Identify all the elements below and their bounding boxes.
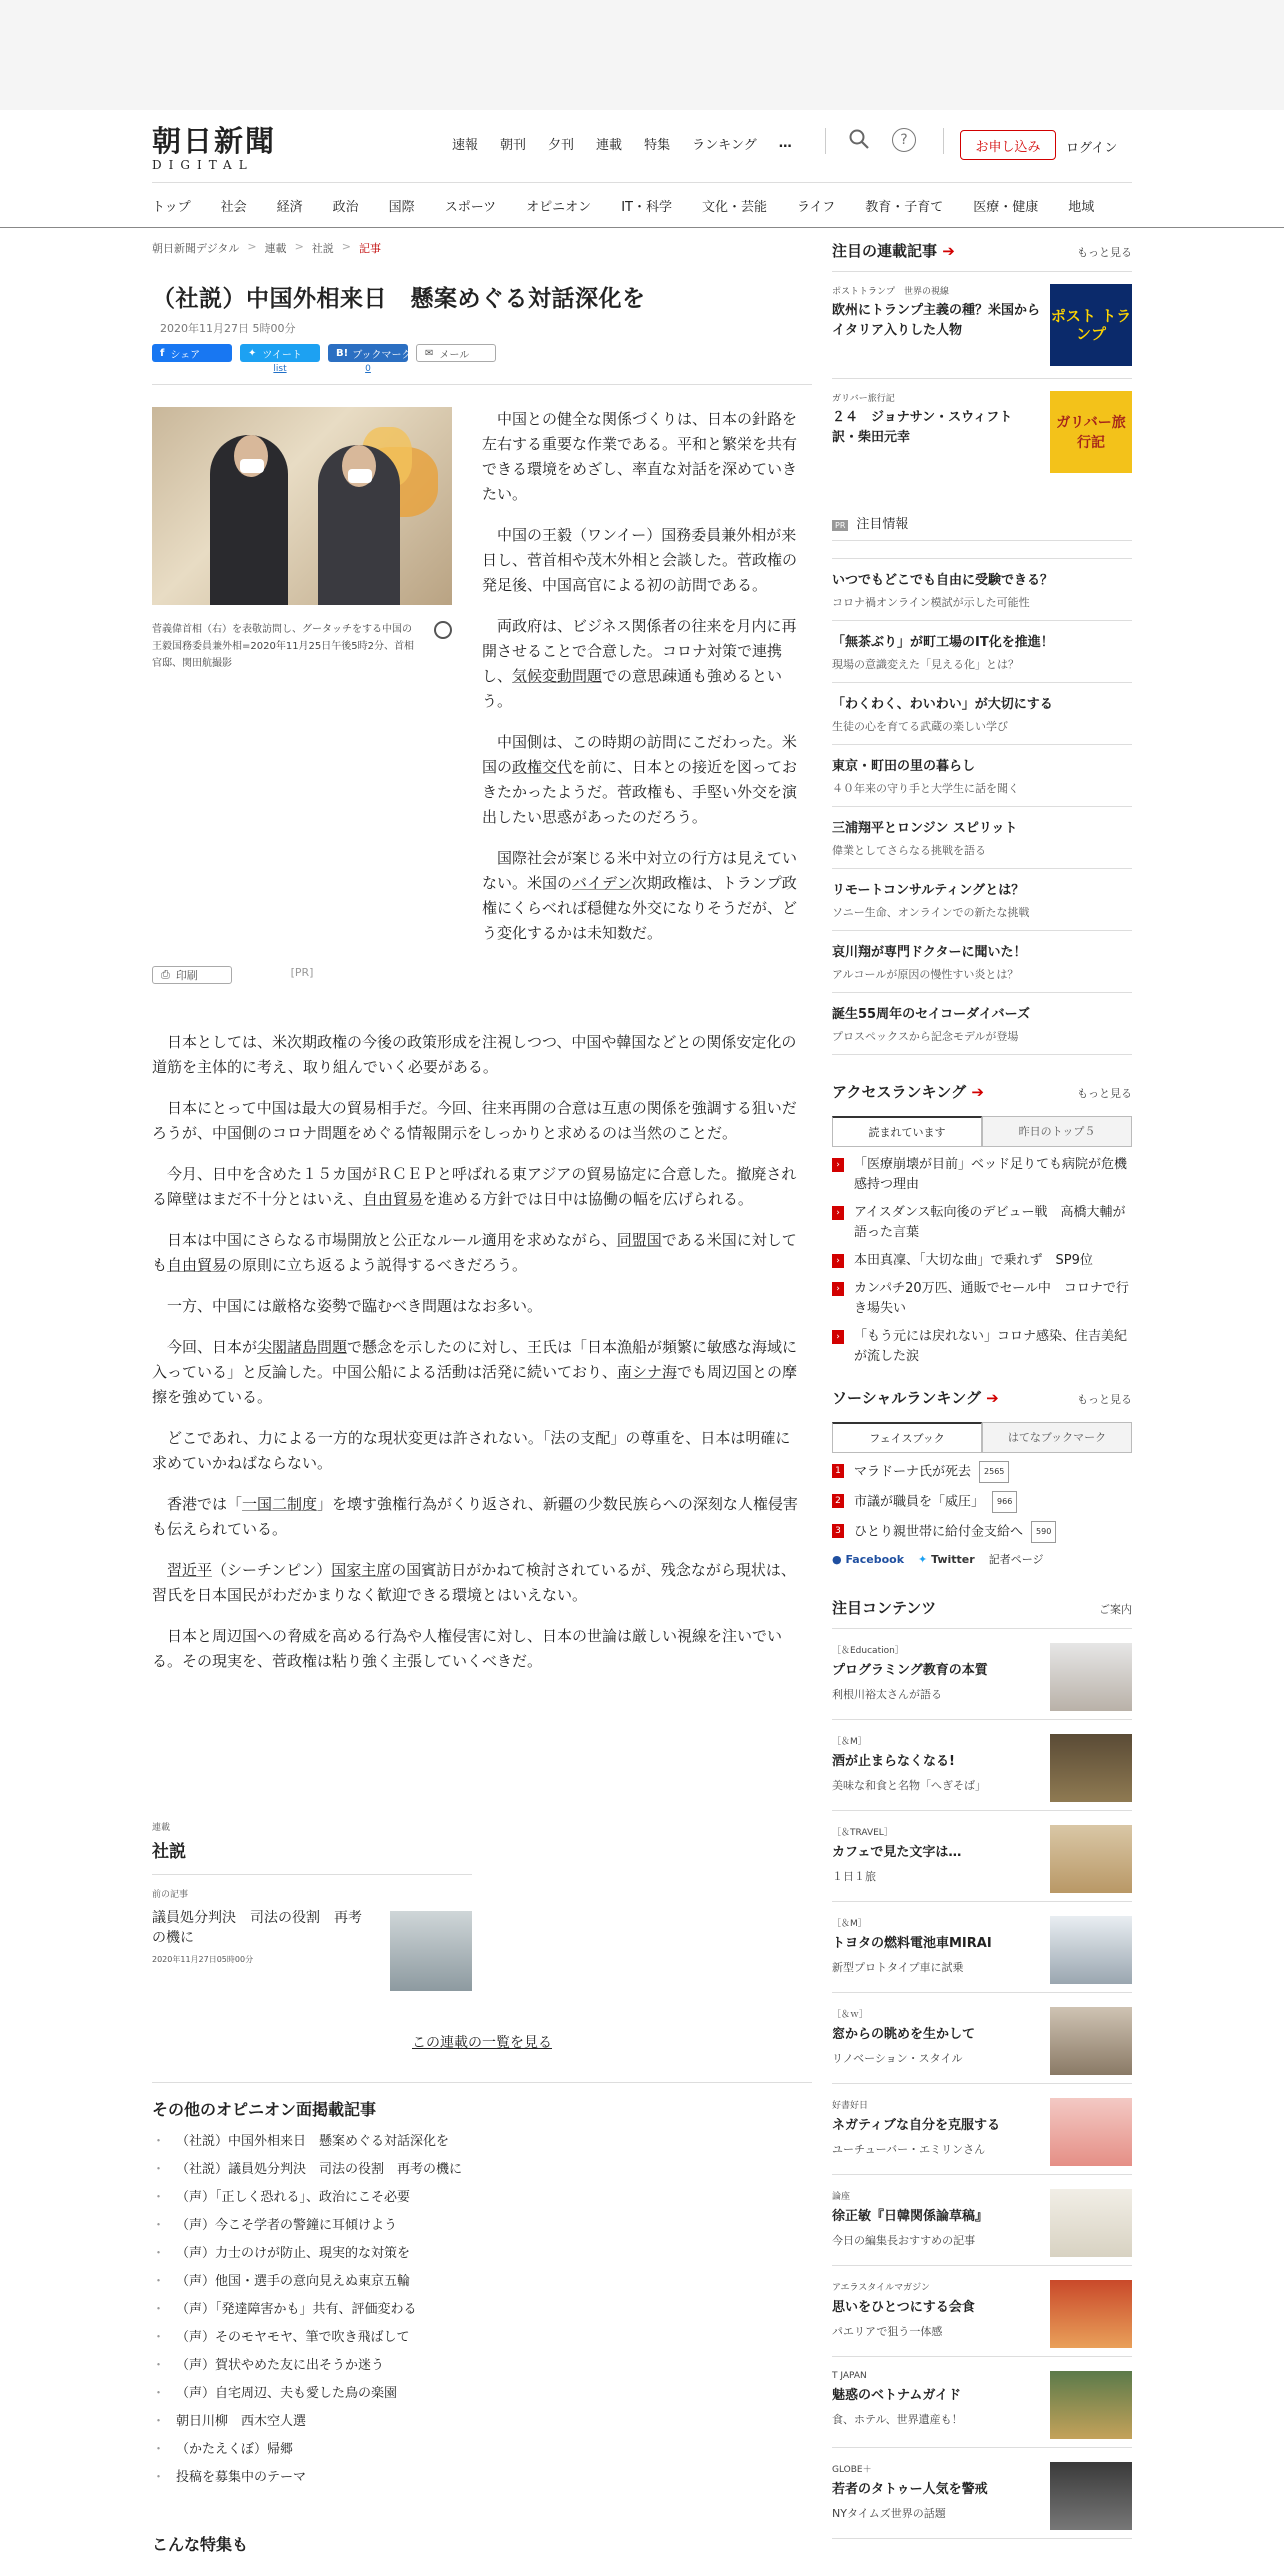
rank-marker-icon: ›: [832, 1158, 844, 1172]
topic-link[interactable]: 南シナ海: [617, 1363, 678, 1381]
social-ranking-item[interactable]: 3 ひとり親世帯に給付金支給へ 590: [832, 1521, 1132, 1543]
topic-link[interactable]: 一国二制度: [242, 1495, 318, 1513]
pr-item[interactable]: 誕生55周年のセイコーダイバーズ プロスペックスから記念モデルが登場: [832, 993, 1132, 1055]
social-ranking-title: ソーシャルランキング ➔: [832, 1389, 999, 1407]
pr-item[interactable]: 三浦翔平とロンジン スピリット 偉業としてさらなる挑戦を語る: [832, 807, 1132, 869]
ranking-item[interactable]: › 「もう元には戻れない」コロナ感染、住吉美紀が流した涙: [832, 1327, 1132, 1367]
content-thumbnail[interactable]: [1050, 1825, 1132, 1893]
site-header: [0, 110, 1284, 228]
content-item[interactable]: GLOBE＋ 若者のタトゥー人気を警戒 NYタイムズ世界の話題: [832, 2448, 1132, 2539]
prev-thumbnail[interactable]: [390, 1911, 472, 1991]
rank-marker-icon: ›: [832, 1254, 844, 1268]
ranking-item[interactable]: › カンパチ20万匹、通販でセール中 コロナで行き場失い: [832, 1279, 1132, 1319]
content-item[interactable]: ［＆TRAVEL］ カフェで見た文字は… １日１旅: [832, 1811, 1132, 1902]
series-section: [152, 1820, 812, 2555]
crumb-current: 記事: [359, 242, 381, 255]
paragraph: 今月、日中を含めた１５カ国がＲＣＥＰと呼ばれる東アジアの貿易協定に合意した。撤廃される障壁はまだ不十分とはいえ、自由貿易を進める方針では日中は協働の幅を広げられる。: [152, 1165, 797, 1208]
paragraph: 一方、中国には厳格な姿勢で臨むべき問題はなお多い。: [167, 1297, 543, 1315]
paragraph: 日本としては、米次期政権の今後の政策形成を注視しつつ、中国や韓国などとの関係安定化の道筋を主体的に考え、取り組んでいく必要がある。: [152, 1033, 797, 1076]
featured-thumbnail[interactable]: ポスト トランプ: [1050, 284, 1132, 366]
special-section-title: こんな特集も: [152, 2535, 249, 2554]
print-icon: ⎙: [161, 968, 170, 981]
mail-icon: ✉: [425, 347, 434, 359]
content-item[interactable]: ［＆M］ トヨタの燃料電池車MIRAI 新型プロトタイプ車に試乗: [832, 1902, 1132, 1993]
rank-marker-icon: ›: [832, 1282, 844, 1296]
social-ranking-item[interactable]: 2 市議が職員を「威圧」 966: [832, 1491, 1132, 1513]
paragraph: 日本と周辺国への脅威を高める行為や人権侵害に対し、日本の世論は厳しい視線を注いでいる。その現実を、菅政権は粘り強く主張していくべきだ。: [152, 1627, 783, 1670]
nav-sokuho[interactable]: 速報: [452, 138, 479, 153]
content-item[interactable]: 論座 徐正敏『日韓関係論草稿』 今日の編集長おすすめの記事: [832, 2175, 1132, 2266]
article-main: [152, 240, 812, 2554]
nav-yukan[interactable]: 夕刊: [548, 138, 575, 153]
pr-item[interactable]: 「無茶ぶり」が町工場のIT化を推進！ 現場の意識変えた「見える化」とは？: [832, 621, 1132, 683]
photo-caption: 菅義偉首相（右）を表敬訪問し、グータッチをする中国の王毅国務委員兼外相=2020年11月25日午後5時2分、首相官邸、関田航撮影: [152, 624, 415, 669]
paragraph: 国際社会が案じる米中対立の行方は見えていない。米国のバイデン次期政権は、トランプ政権にくらべれば穏健な外交になりそうだが、どう変化するかは未知数だ。: [482, 849, 798, 942]
featured-thumbnail[interactable]: ガリバー旅行記: [1050, 391, 1132, 473]
twitter-share-button[interactable]: ✦ ツイート: [240, 344, 320, 362]
paragraph: 日本にとって中国は最大の貿易相手だ。今回、往来再開の合意は互恵の関係を強調する狙いだろうが、中国側のコロナ問題をめぐる情報開示をしっかりと求めるのは当然のことだ。: [152, 1099, 797, 1142]
sidebar: [832, 240, 1132, 2539]
facebook-icon: f: [160, 347, 165, 359]
pr-section-header: PR 注目情報: [832, 513, 1132, 541]
cat-international[interactable]: 国際: [388, 200, 415, 215]
topic-link[interactable]: バイデン: [572, 874, 632, 892]
hatena-icon: B!: [336, 347, 349, 359]
cat-economy[interactable]: 経済: [276, 200, 303, 215]
twitter-count[interactable]: list: [273, 364, 287, 374]
cat-life[interactable]: ライフ: [796, 200, 836, 215]
pr-item[interactable]: 哀川翔が専門ドクターに聞いた！ アルコールが原因の慢性すい炎とは？: [832, 931, 1132, 993]
facebook-link[interactable]: ● Facebook: [832, 1552, 905, 1566]
top-ad-band: [0, 0, 1284, 110]
article-photo[interactable]: [152, 407, 452, 605]
social-more-link[interactable]: もっと見る: [1077, 1393, 1132, 1406]
pr-label: [PR]: [290, 966, 314, 979]
login-link[interactable]: ログイン: [1066, 141, 1118, 156]
breadcrumb: 朝日新聞デジタル > 連載 > 社説 > 記事: [152, 240, 381, 255]
featured-contents-title: 注目コンテンツ: [832, 1599, 937, 1617]
help-icon[interactable]: ?: [892, 128, 916, 152]
tab-facebook[interactable]: フェイスブック: [832, 1422, 982, 1452]
facebook-share-button[interactable]: f シェア: [152, 344, 232, 362]
article-date: 2020年11月27日 5時00分: [160, 322, 296, 335]
paragraph: どこであれ、力による一方的な現状変更は許されない。「法の支配」の尊重を、日本は明確に求めていかねばならない。: [152, 1429, 791, 1472]
crumb-home[interactable]: 朝日新聞デジタル: [152, 242, 240, 255]
category-nav: [152, 196, 1094, 215]
content-thumbnail[interactable]: [1050, 2371, 1132, 2439]
list-item[interactable]: ・ （声）「正しく恐れる」、政治にこそ必要: [152, 2184, 812, 2212]
list-item[interactable]: ・ （社説）中国外相来日 懸案めぐる対話深化を: [152, 2128, 812, 2156]
pr-item[interactable]: リモートコンサルティングとは？ ソニー生命、オンラインでの新たな挑戦: [832, 869, 1132, 931]
share-count: 2565: [979, 1461, 1009, 1483]
content-thumbnail[interactable]: [1050, 1916, 1132, 1984]
pr-badge: PR: [832, 520, 848, 531]
content-item[interactable]: T JAPAN 魅惑のベトナムガイド 食、ホテル、世界遺産も！: [832, 2357, 1132, 2448]
content-item[interactable]: ［＆Education］ プログラミング教育の本質 利根川裕太さんが語る: [832, 1629, 1132, 1720]
article-body-top: [482, 407, 802, 962]
social-links: [832, 1551, 1132, 1567]
cat-top[interactable]: トップ: [152, 200, 191, 215]
list-item[interactable]: ・ （声）そのモヤモヤ、筆で吹き飛ばして: [152, 2324, 812, 2352]
twitter-icon: ✦: [248, 347, 257, 359]
paragraph: 今回、日本が尖閣諸島問題で懸念を示したのに対し、王氏は「日本漁船が頻繁に敏感な海域に入っている」と反論した。中国公船による活動は活発に続いており、南シナ海でも周辺国との摩擦を強めている。: [152, 1338, 798, 1406]
topic-link[interactable]: 政権交代: [512, 758, 573, 776]
article-figure: [152, 407, 452, 672]
list-item[interactable]: ・ （かたえくぼ）帰郷: [152, 2436, 812, 2464]
facebook-icon: ●: [832, 1552, 846, 1566]
other-opinion-title: その他のオピニオン面掲載記事: [152, 2100, 377, 2119]
crumb-editorial[interactable]: 社説: [311, 242, 334, 255]
nav-ranking[interactable]: ランキング: [692, 138, 757, 153]
social-ranking-item[interactable]: 1 マラドーナ氏が死去 2565: [832, 1461, 1132, 1483]
nav-choukan[interactable]: 朝刊: [500, 138, 527, 153]
series-label: 連載: [152, 1823, 171, 1833]
rank-marker-icon: ›: [832, 1330, 844, 1344]
featured-item[interactable]: ガリバー旅行記 ２４ ジョナサン・スウィフト 訳・柴田元幸 ガリバー旅行記: [832, 379, 1132, 485]
paragraph: 日本は中国にさらなる市場開放と公正なルール適用を求めながら、同盟国である米国に対しても自由貿易の原則に立ち返るよう説得するべきだろう。: [152, 1231, 797, 1274]
ranking-item[interactable]: › 本田真凜、「大切な曲」で乗れず SP9位: [832, 1251, 1132, 1271]
prev-label: 前の記事: [152, 1890, 189, 1900]
paragraph: 中国の王毅（ワンイー）国務委員兼外相が来日し、菅首相や茂木外相と会談した。菅政権の発足後、中国高官による初の訪問である。: [482, 526, 798, 594]
list-item[interactable]: ・ （声）自宅周辺、夫も愛した鳥の楽園: [152, 2380, 812, 2408]
reporter-page-link[interactable]: 記者ページ: [988, 1553, 1044, 1566]
nav-rensai[interactable]: 連載: [596, 138, 623, 153]
pr-item[interactable]: 東京・町田の里の暮らし ４０年来の守り手と大学生に話を聞く: [832, 745, 1132, 807]
hatena-count[interactable]: 0: [365, 364, 371, 374]
featured-item[interactable]: ポストトランプ 世界の視線 欧州にトランプ主義の種？米国からイタリア入りした人物 ポスト トランプ: [832, 272, 1132, 379]
subscribe-button[interactable]: お申し込み: [960, 130, 1056, 160]
cat-it-science[interactable]: IT・科学: [621, 200, 672, 215]
cat-education[interactable]: 教育・子育て: [865, 200, 944, 215]
article-body: [152, 1030, 804, 1690]
list-item[interactable]: ・ （声）賀状やめた友に出そうか迷う: [152, 2352, 812, 2380]
cat-region[interactable]: 地域: [1068, 200, 1095, 215]
series-list-link[interactable]: この連載の一覧を見る: [412, 2035, 552, 2051]
arrow-right-icon: ➔: [980, 1389, 999, 1407]
topic-link[interactable]: 同盟国: [616, 1231, 662, 1249]
content-thumbnail[interactable]: [1050, 2280, 1132, 2348]
search-icon[interactable]: [848, 128, 870, 150]
content-thumbnail[interactable]: [1050, 1734, 1132, 1802]
content-item[interactable]: ［＆ｗ］ 窓からの眺めを生かして リノベーション・スタイル: [832, 1993, 1132, 2084]
other-opinion-section: [152, 2082, 812, 2492]
topic-link[interactable]: 国家主席: [331, 1561, 392, 1579]
nav-tokushu[interactable]: 特集: [644, 138, 671, 153]
prev-date: 2020年11月27日05時00分: [152, 1955, 254, 1964]
topic-link[interactable]: 習近平: [167, 1561, 213, 1579]
content-thumbnail[interactable]: [1050, 1643, 1132, 1711]
share-count: 590: [1031, 1521, 1056, 1543]
crumb-series[interactable]: 連載: [264, 242, 287, 255]
mail-button[interactable]: ✉ メール: [416, 344, 496, 362]
paragraph: 中国との健全な関係づくりは、日本の針路を左右する重要な作業である。平和と繁栄を共有できる環境をめざし、率直な対話を深めていきたい。: [482, 410, 798, 503]
pr-item[interactable]: 「わくわく、わいわい」が大切にする 生徒の心を育てる武蔵の楽しい学び: [832, 683, 1132, 745]
access-more-link[interactable]: もっと見る: [1077, 1087, 1132, 1100]
series-title[interactable]: 社説: [152, 1842, 186, 1862]
pr-item[interactable]: いつでもどこでも自由に受験できる？ コロナ禍オンライン模試が示した可能性: [832, 559, 1132, 621]
tab-most-read[interactable]: 読まれています: [832, 1116, 982, 1146]
hatena-bookmark-button[interactable]: B! ブックマーク: [328, 344, 408, 362]
rank-marker-icon: ›: [832, 1206, 844, 1220]
featured-more-link[interactable]: もっと見る: [1077, 246, 1132, 259]
prev-title[interactable]: 議員処分判決 司法の役割 再考の機に: [152, 1910, 362, 1946]
topic-link[interactable]: 尖閣諸島問題: [257, 1338, 348, 1356]
topic-link[interactable]: 自由貿易: [167, 1256, 228, 1274]
content-item[interactable]: 好書好日 ネガティブな自分を克服する ユーチューバー・エミリンさん: [832, 2084, 1132, 2175]
topic-link[interactable]: 自由貿易: [362, 1190, 423, 1208]
cat-culture[interactable]: 文化・芸能: [701, 200, 767, 215]
more-menu-icon[interactable]: …: [778, 136, 792, 151]
content-item[interactable]: アエラスタイルマガジン 思いをひとつにする会食 パエリアで狙う一体感: [832, 2266, 1132, 2357]
ranking-item[interactable]: › 「医療崩壊が目前」ベッド足りても病院が危機感持つ理由: [832, 1155, 1132, 1195]
twitter-link[interactable]: ✦ Twitter: [918, 1552, 975, 1566]
arrow-right-icon: ➔: [966, 1083, 984, 1101]
content-thumbnail[interactable]: [1050, 2462, 1132, 2530]
list-item[interactable]: ・ （社説）議員処分判決 司法の役割 再考の機に: [152, 2156, 812, 2184]
article-title: （社説）中国外相来日 懸案めぐる対話深化を: [152, 286, 646, 312]
cat-politics[interactable]: 政治: [332, 200, 359, 215]
arrow-right-icon: ➔: [937, 242, 955, 260]
featured-series-title: 注目の連載記事 ➔: [832, 242, 955, 260]
cat-opinion[interactable]: オピニオン: [526, 200, 592, 215]
cat-society[interactable]: 社会: [220, 200, 247, 215]
paragraph: 習近平（シーチンピン）国家主席の国賓訪日がかねて検討されているが、残念ながら現状は、習氏を日本国民がわだかまりなく歓迎できる環境とはいえない。: [152, 1561, 796, 1604]
content-thumbnail[interactable]: [1050, 2007, 1132, 2075]
zoom-icon[interactable]: [434, 621, 452, 639]
list-item[interactable]: ・ （声）「発達障害かも」共有、評価変わる: [152, 2296, 812, 2324]
tab-hatena[interactable]: はてなブックマーク: [982, 1422, 1132, 1452]
ranking-item[interactable]: › アイスダンス転向後のデビュー戦 高橋大輔が語った言葉: [832, 1203, 1132, 1243]
prev-article-card[interactable]: [152, 1874, 472, 1998]
cat-sports[interactable]: スポーツ: [444, 200, 497, 215]
list-item[interactable]: ・ （声）今こそ学者の警鐘に耳傾けよう: [152, 2212, 812, 2240]
access-ranking-title: アクセスランキング ➔: [832, 1083, 984, 1101]
list-item[interactable]: ・ 朝日川柳 西木空人選: [152, 2408, 812, 2436]
topic-link[interactable]: 気候変動問題: [512, 667, 603, 685]
tab-yesterday-top5[interactable]: 昨日のトップ５: [982, 1116, 1132, 1146]
list-item[interactable]: ・ 投稿を募集中のテーマ: [152, 2464, 812, 2492]
list-item[interactable]: ・ （声）他国・選手の意向見えぬ東京五輪: [152, 2268, 812, 2296]
top-nav: [452, 134, 792, 153]
cat-health[interactable]: 医療・健康: [973, 200, 1039, 215]
content-thumbnail[interactable]: [1050, 2098, 1132, 2166]
content-item[interactable]: ［＆M］ 酒が止まらなくなる! 美味な和食と名物「へぎそば」: [832, 1720, 1132, 1811]
share-count: 966: [992, 1491, 1017, 1513]
paragraph: 香港では「一国二制度」を壊す強権行為がくり返され、新疆の少数民族らへの深刻な人権侵害も伝えられている。: [152, 1495, 798, 1538]
paragraph: 両政府は、ビジネス関係者の往来を月内に再開させることで合意した。コロナ対策で連携し、気候変動問題での意思疎通も強めるという。: [482, 617, 797, 710]
twitter-icon: ✦: [918, 1552, 932, 1566]
paragraph: 中国側は、この時期の訪問にこだわった。米国の政権交代を前に、日本との接近を図っておきたかったようだ。菅政権も、手堅い外交を演出したい思惑があったのだろう。: [482, 733, 798, 826]
site-logo[interactable]: 朝日新聞 DIGITAL: [152, 124, 277, 172]
contents-guide-link[interactable]: ご案内: [1099, 1603, 1132, 1616]
content-thumbnail[interactable]: [1050, 2189, 1132, 2257]
print-button[interactable]: ⎙ 印刷: [152, 966, 232, 984]
list-item[interactable]: ・ （声）力士のけが防止、現実的な対策を: [152, 2240, 812, 2268]
